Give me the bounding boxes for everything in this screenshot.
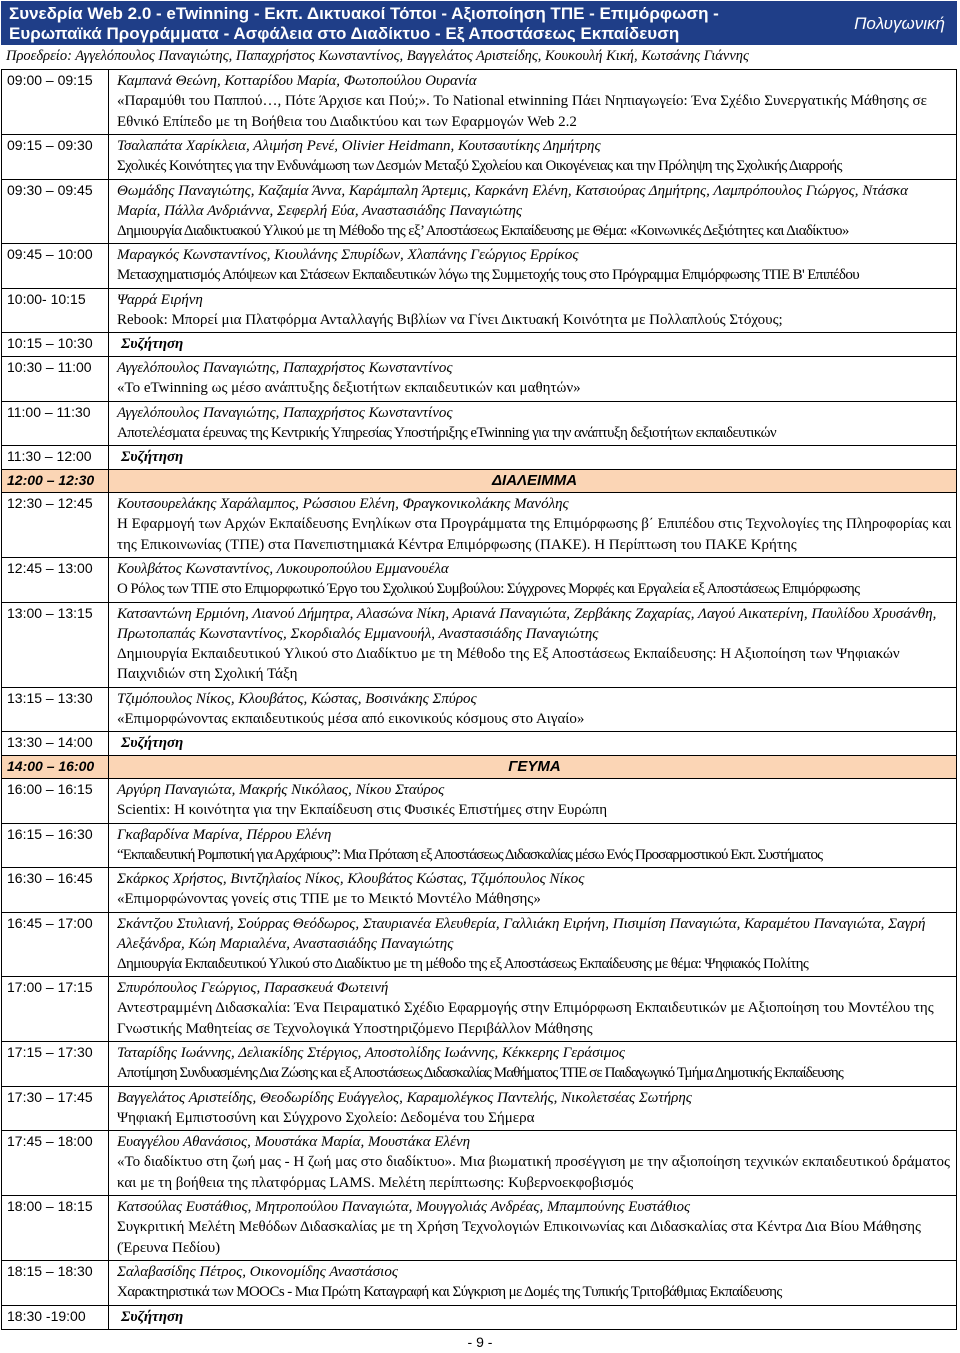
session-title: «Παραμύθι του Παππού…, Πότε Άρχισε και Πού;». Το National etwinning Πάει Νηπιαγωγείο: Ένα Σχέδιο Συνεργατικής Μάθησης σε Εθνικό Επίπεδο με τη Βοήθεια του Διαδικτύου και των Εφαρμογών Web 2.2 <box>117 93 927 130</box>
session-time: 16:30 – 16:45 <box>2 868 109 913</box>
session-time: 10:15 – 10:30 <box>2 333 109 357</box>
session-authors: Τζιμόπουλος Νίκος, Κλουβάτος, Κώστας, Βοσινάκης Σπύρος <box>117 690 477 707</box>
session-title: Scientix: Η κοινότητα για την Εκπαίδευση στις Φυσικές Επιστήμες στην Ευρώπη <box>117 802 608 818</box>
session-title: Αποτελέσματα έρευνας της Κεντρικής Υπηρεσίας Υποστήριξης eTwinning για την ανάπτυξη δεξιοτήτων εκπαιδευτικών <box>117 424 777 441</box>
session-authors: Ταταρίδης Ιωάννης, Δελιακίδης Στέργιος, Αποστολίδης Ιωάννης, Κέκκερης Γεράσιμος <box>117 1045 625 1061</box>
session-time: 10:00- 10:15 <box>2 288 109 333</box>
session-title: Δημιουργία Εκπαιδευτικού Υλικού στο Διαδίκτυο με τη Μέθοδο της Εξ Αποστάσεως Εκπαίδευσης: Η Αξιοποίηση των Ψηφιακών Παιχνιδιών στη Σχολική Τάξη <box>117 645 900 682</box>
session-content <box>109 1261 957 1306</box>
session-row <box>2 868 957 913</box>
session-authors: Σπυρόπουλος Γεώργιος, Παρασκευά Φωτεινή <box>117 980 389 996</box>
session-row <box>2 912 957 977</box>
session-title: Δημιουργία Εκπαιδευτικού Υλικού στο Διαδίκτυο με τη μέθοδο της εξ Αποστάσεως Εκπαίδευσης με θέμα: Ψηφιακός Πολίτης <box>117 955 809 972</box>
discussion-text: Συζήτηση <box>121 1308 184 1325</box>
session-time: 17:30 – 17:45 <box>2 1086 109 1131</box>
discussion-label <box>109 446 957 470</box>
session-authors: Βαγγελάτος Αριστείδης, Θεοδωρίδης Ευάγγελος, Καραμολέγκος Παντελής, Νικολετσέας Σωτήρης <box>117 1089 692 1106</box>
session-title: Ψηφιακή Εμπιστοσύνη και Σύγχρονο Σχολείο: Δεδομένα του Σήμερα <box>117 1109 535 1126</box>
session-time: 12:00 – 12:30 <box>2 470 109 493</box>
session-content <box>109 1086 957 1131</box>
session-content <box>109 135 957 180</box>
session-title: Ο Ρόλος των ΤΠΕ στο Επιμορφωτικό Έργο του Σχολικού Συμβούλου: Σύγχρονες Μορφές και Εργαλεία εξ Αποστάσεως Επιμόρφωσης <box>117 581 860 597</box>
session-row <box>2 70 957 135</box>
session-authors: Αγγελόπουλος Παναγιώτης, Παπαχρήστος Κωνσταντίνος <box>117 404 453 421</box>
session-row <box>2 977 957 1042</box>
session-authors: Θωμάδης Παναγιώτης, Καζαμία Άννα, Καράμπαλη Άρτεμις, Καρκάνη Ελένη, Κατσιούρας Δημήτρης, Λαμπρόπουλος Γιώργος, Ντάσκα Μαρία, Πάλλα Ανδριάννα, Σεφερλή Εύα, Αναστασιάδης Παναγιώτης <box>117 182 908 219</box>
session-row <box>2 1261 957 1306</box>
session-time: 12:45 – 13:00 <box>2 558 109 603</box>
session-row <box>2 1086 957 1131</box>
session-title-line-2: Ευρωπαϊκά Προγράμματα - Ασφάλεια στο Διαδίκτυο - Εξ Αποστάσεως Εκπαίδευση <box>9 24 680 43</box>
session-row <box>2 1131 957 1196</box>
session-time: 10:30 – 11:00 <box>2 357 109 402</box>
session-time: 09:00 – 09:15 <box>2 70 109 135</box>
session-row <box>2 602 957 687</box>
session-time: 13:30 – 14:00 <box>2 732 109 756</box>
session-time: 12:30 – 12:45 <box>2 493 109 558</box>
presidium-line: Προεδρείο: Αγγελόπουλος Παναγιώτης, Παπαχρήστος Κωνσταντίνος, Βαγγελάτος Αριστείδης, Κουκουλή Κική, Κωτσάνης Γιάννης <box>6 48 749 64</box>
session-title: Η Εφαρμογή των Αρχών Εκπαίδευσης Ενηλίκων στα Προγράμματα της Επιμόρφωσης β΄ Επιπέδου στις Τεχνολογίες της Πληροφορίας και της Επικοινωνίας (ΤΠΕ) στα Πανεπιστημιακά Κέντρα Επιμόρφωσης (ΠΑΚΕ). Η Περίπτωση του ΠΑΚΕ Κρήτης <box>117 516 952 553</box>
break-text: ΓΕΥΜΑ <box>508 758 561 775</box>
discussion-text: Συζήτηση <box>121 336 184 352</box>
session-time: 13:15 – 13:30 <box>2 687 109 732</box>
session-content <box>109 179 957 244</box>
discussion-label <box>109 732 957 756</box>
session-authors: Σαλαβασίδης Πέτρος, Οικονομίδης Αναστάσιος <box>117 1264 398 1280</box>
session-row <box>2 823 957 868</box>
session-content <box>109 868 957 913</box>
session-row <box>2 244 957 289</box>
session-content <box>109 1042 957 1087</box>
session-row <box>2 493 957 558</box>
session-time: 09:45 – 10:00 <box>2 244 109 289</box>
session-title: Χαρακτηριστικά των MOOCs - Μια Πρώτη Καταγραφή και Σύγκριση με Δομές της Τυπικής Τριτοβάθμιας Εκπαίδευσης <box>117 1284 782 1300</box>
discussion-text: Συζήτηση <box>121 735 184 751</box>
break-label <box>109 756 957 779</box>
session-content <box>109 558 957 603</box>
discussion-row <box>2 333 957 357</box>
session-time: 14:00 – 16:00 <box>2 756 109 779</box>
session-time: 18:00 – 18:15 <box>2 1196 109 1261</box>
session-row <box>2 779 957 824</box>
session-content <box>109 602 957 687</box>
session-time: 18:30 -19:00 <box>2 1305 109 1329</box>
session-authors: Κουτσουρελάκης Χαράλαμπος, Ρώσσιου Ελένη, Φραγκονικολάκης Μανόλης <box>117 496 569 512</box>
session-time: 11:00 – 11:30 <box>2 401 109 446</box>
page-number: - 9 - <box>467 1334 493 1350</box>
session-title: «Το eTwinning ως μέσο ανάπτυξης δεξιοτήτων εκπαιδευτικών και μαθητών» <box>117 380 581 396</box>
session-authors: Μαραγκός Κωνσταντίνος, Κιουλάνης Σπυρίδων, Χλαπάνης Γεώργιος Ερρίκος <box>117 247 579 263</box>
session-authors: Τσαλαπάτα Χαρίκλεια, Αλιμήση Ρενέ, Olivier Heidmann, Κουτσαυτίκης Δημήτρης <box>117 138 601 154</box>
session-content <box>109 357 957 402</box>
session-title: «Επιμορφώνοντας γονείς στις ΤΠΕ με το Μεικτό Μοντέλο Μάθησης» <box>117 891 541 907</box>
session-authors: Γκαβαρδίνα Μαρίνα, Πέρρου Ελένη <box>117 826 332 843</box>
session-row <box>2 179 957 244</box>
session-row <box>2 687 957 732</box>
discussion-label <box>109 333 957 357</box>
discussion-text: Συζήτηση <box>121 449 184 465</box>
session-title: Αντεστραμμένη Διδασκαλία: Ένα Πειραματικό Σχέδιο Εφαρμογής στην Επιμόρφωση Εκπαιδευτικών με Αξιοποίηση του Μοντέλου της Γνωστικής Μαθητείας σε Τεχνολογικά Υποστηριζόμενο Περιβάλλον Μάθησης <box>117 1000 934 1037</box>
session-content <box>109 244 957 289</box>
session-content <box>109 288 957 333</box>
break-text: ΔΙΑΛΕΙΜΜΑ <box>491 472 578 489</box>
break-row <box>2 756 957 779</box>
session-time: 16:00 – 16:15 <box>2 779 109 824</box>
session-title: “Εκπαιδευτική Ρομποτική για Αρχάριους”: Μια Πρόταση εξ Αποστάσεως Διδασκαλίας μέσω Ενός Προσαρμοστικού Εκπ. Συστήματος <box>117 846 823 863</box>
session-title: Συγκριτική Μελέτη Μεθόδων Διδασκαλίας με τη Χρήση Τεχνολογιών Επικοινωνίας και Διδασκαλίας στα Κέντρα Δια Βίου Μάθησης (Έρευνα Πεδίου) <box>117 1219 921 1256</box>
session-authors: Αγγελόπουλος Παναγιώτης, Παπαχρήστος Κωνσταντίνος <box>117 360 453 376</box>
session-content <box>109 977 957 1042</box>
break-label <box>109 470 957 493</box>
session-authors: Κατσαντώνη Ερμιόνη, Λιανού Δήμητρα, Αλασώνα Νίκη, Αριανά Παναγιώτα, Ζερβάκης Ζαχαρίας, Λαγού Αικατερίνη, Παυλίδου Χρυσάνθη, Πρωτοπαπάς Κωνσταντίνος, Σκορδιαλός Εμμανουήλ, Αναστασιάδης Παναγιώτης <box>117 605 937 642</box>
session-time: 13:00 – 13:15 <box>2 602 109 687</box>
session-row <box>2 135 957 180</box>
session-content <box>109 493 957 558</box>
session-row <box>2 558 957 603</box>
break-row <box>2 470 957 493</box>
session-time: 17:15 – 17:30 <box>2 1042 109 1087</box>
session-authors: Ευαγγέλου Αθανάσιος, Μουστάκα Μαρία, Μουστάκα Ελένη <box>117 1134 471 1150</box>
session-authors: Κατσούλας Ευστάθιος, Μητροπούλου Παναγιώτα, Μουγγολιάς Ανδρέας, Μπαμπούνης Ευστάθιος <box>117 1199 691 1215</box>
session-content <box>109 1131 957 1196</box>
session-time: 16:45 – 17:00 <box>2 912 109 977</box>
session-row <box>2 401 957 446</box>
session-content <box>109 779 957 824</box>
session-row <box>2 1042 957 1087</box>
session-row <box>2 357 957 402</box>
session-time: 09:30 – 09:45 <box>2 179 109 244</box>
room-tag: Πολυγωνική <box>854 14 945 33</box>
session-authors: Κουλβάτος Κωνσταντίνος, Λυκουροπούλου Εμμανουέλα <box>117 561 449 577</box>
session-row <box>2 288 957 333</box>
discussion-row <box>2 1305 957 1329</box>
session-authors: Αργύρη Παναγιώτα, Μακρής Νικόλαος, Νίκου Σταύρος <box>117 782 445 798</box>
session-time: 18:15 – 18:30 <box>2 1261 109 1306</box>
session-title: Rebook: Μπορεί μια Πλατφόρμα Ανταλλαγής Βιβλίων να Γίνει Δικτυακή Κοινότητα με Πολλαπλούς Στόχους; <box>117 311 783 328</box>
session-time: 17:45 – 18:00 <box>2 1131 109 1196</box>
session-time: 09:15 – 09:30 <box>2 135 109 180</box>
session-title: Δημιουργία Διαδικτυακού Υλικού με τη Μέθοδο της εξ’ Αποστάσεως Εκπαίδευσης με Θέμα: «Κοινωνικές Δεξιότητες και Διαδίκτυο» <box>117 222 849 239</box>
session-title-line-1: Συνεδρία Web 2.0 - eTwinning - Εκπ. Δικτυακοί Τόποι - Αξιοποίηση ΤΠΕ - Επιμόρφωση - <box>9 4 719 23</box>
session-content <box>109 912 957 977</box>
session-title: «Το διαδίκτυο στη ζωή μας - Η ζωή μας στο διαδίκτυο». Μια βιωματική προσέγγιση με την αξιοποίηση τεχνικών εκπαιδευτικού δράματος και με τη βοήθεια της πλατφόρμας LAMS. Μελέτη περίπτωσης: Κυβερνοεκφοβισμός <box>117 1154 950 1191</box>
session-time: 16:15 – 16:30 <box>2 823 109 868</box>
session-row <box>2 1196 957 1261</box>
session-content <box>109 401 957 446</box>
session-time: 17:00 – 17:15 <box>2 977 109 1042</box>
discussion-row <box>2 732 957 756</box>
session-title: Μετασχηματισμός Απόψεων και Στάσεων Εκπαιδευτικών λόγω της Συμμετοχής τους στο Πρόγραμμα Επιμόρφωσης ΤΠΕ Β' Επιπέδου <box>117 267 860 283</box>
session-authors: Σκάρκος Χρήστος, Βιντζηλαίος Νίκος, Κλουβάτος Κώστας, Τζιμόπουλος Νίκος <box>117 871 585 887</box>
session-authors: Ψαρρά Ειρήνη <box>117 291 203 308</box>
discussion-label <box>109 1305 957 1329</box>
session-content <box>109 70 957 135</box>
session-content <box>109 687 957 732</box>
session-header <box>1 1 957 45</box>
session-content <box>109 1196 957 1261</box>
session-title: Σχολικές Κοινότητες για την Ενδυνάμωση των Δεσμών Μεταξύ Σχολείου και Οικογένειας και την Πρόληψη της Σχολικής Διαρροής <box>117 158 842 174</box>
session-authors: Καμπανά Θεώνη, Κοτταρίδου Μαρία, Φωτοπούλου Ουρανία <box>117 73 477 89</box>
session-authors: Σκάντζου Στυλιανή, Σούρρας Θεόδωρος, Σταυριανέα Ελευθερία, Γαλλιάκη Ειρήνη, Πισιμίση Παναγιώτα, Καραμέτου Παναγιώτα, Σαγρή Αλεξάνδρα, Κώη Μαριαλένα, Αναστασιάδης Παναγιώτης <box>117 915 926 952</box>
programme-table <box>1 69 957 1330</box>
discussion-row <box>2 446 957 470</box>
session-title: «Επιμορφώνοντας εκπαιδευτικούς μέσα από εικονικούς κόσμους στο Αιγαίο» <box>117 710 585 727</box>
session-content <box>109 823 957 868</box>
session-title: Αποτίμηση Συνδυασμένης Δια Ζώσης και εξ Αποστάσεως Διδασκαλίας Μαθήματος ΤΠΕ σε Παιδαγωγικό Τμήμα Δημοτικής Εκπαίδευσης <box>117 1065 843 1081</box>
session-time: 11:30 – 12:00 <box>2 446 109 470</box>
